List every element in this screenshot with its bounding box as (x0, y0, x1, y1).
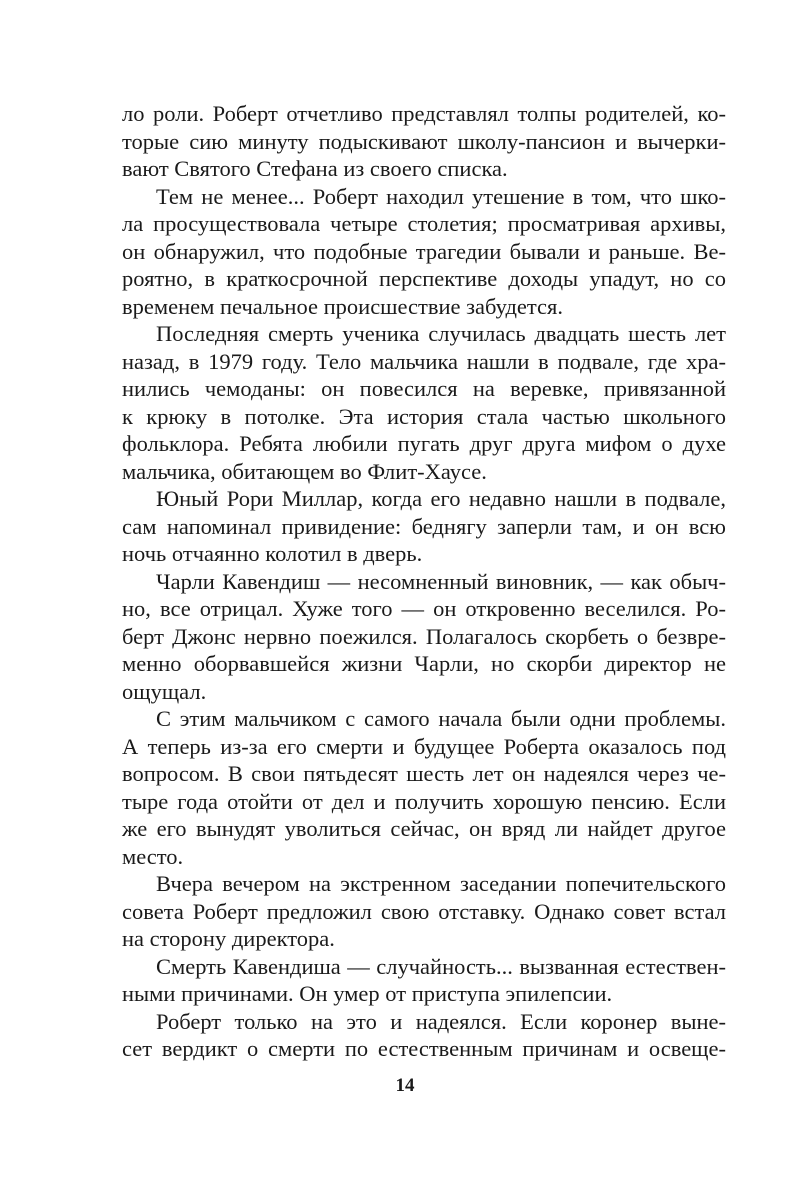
text-line: менно оборвавшейся жизни Чарли, но скорби директор не (122, 651, 726, 676)
text-line: ными причинами. Он умер от приступа эпилепсии. (122, 981, 613, 1006)
text-line: фольклора. Ребята любили пугать друг друга мифом о духе (122, 431, 726, 456)
text-line: торые сию минуту подыскивают школу-пансион и вычерки- (122, 128, 726, 154)
text-line: временем печальное происшествие забудется. (122, 293, 563, 319)
text-line: к крюку в потолке. Эта история стала частью школьного (122, 403, 726, 429)
text-line: совета Роберт предложил свою отставку. Однако совет встал (122, 898, 726, 924)
text-line: Смерть Кавендиша — случайность... вызванная естествен- (156, 953, 726, 979)
body-text (122, 100, 726, 1063)
text-line: тыре года отойти от дел и получить хорошую пенсию. Если (122, 788, 726, 814)
text-line: мальчика, обитающем во Флит-Хаусе. (122, 458, 487, 484)
text-line: сам напоминал привидение: беднягу заперли там, и он всю (122, 513, 726, 539)
page-number: 14 (395, 1075, 415, 1096)
text-line: Юный Рори Миллар, когда его недавно нашли в подвале, (156, 486, 726, 511)
text-line: ло роли. Роберт отчетливо представлял толпы родителей, ко- (122, 101, 726, 126)
text-line: же его вынудят уволиться сейчас, он вряд ли найдет другое (122, 816, 726, 841)
text-line: С этим мальчиком с самого начала были одни проблемы. (156, 706, 726, 731)
text-line: нились чемоданы: он повесился на веревке, привязанной (122, 376, 726, 401)
text-line: Роберт только на это и надеялся. Если коронер выне- (156, 1008, 726, 1034)
text-line: роятно, в краткосрочной перспективе доходы упадут, но со (122, 266, 726, 291)
text-line: ночь отчаянно колотил в дверь. (122, 541, 423, 566)
text-line: назад, в 1979 году. Тело мальчика нашли в подвале, где хра- (122, 348, 726, 374)
text-line: Тем не менее... Роберт находил утешение в том, что шко- (156, 183, 726, 209)
text-line: он обнаружил, что подобные трагедии бывали и раньше. Ве- (122, 238, 726, 264)
text-line: место. (122, 843, 184, 869)
text-line: ощущал. (122, 678, 207, 704)
text-line: Вчера вечером на экстренном заседании попечительского (156, 871, 726, 896)
text-line: А теперь из-за его смерти и будущее Роберта оказалось под (122, 733, 726, 759)
text-line: вопросом. В свои пятьдесят шесть лет он надеялся через че- (122, 761, 726, 786)
text-line: но, все отрицал. Хуже того — он откровенно веселился. Ро- (122, 596, 726, 621)
text-line: Чарли Кавендиш — несомненный виновник, — как обыч- (156, 568, 726, 594)
text-line: ла просуществовала четыре столетия; просматривая архивы, (122, 211, 726, 236)
text-line: сет вердикт о смерти по естественным причинам и освеще- (122, 1036, 726, 1061)
text-line: берт Джонс нервно поежился. Полагалось скорбеть о безвре- (122, 623, 726, 649)
text-line: Последняя смерть ученика случилась двадцать шесть лет (156, 321, 726, 346)
text-line: вают Святого Стефана из своего списка. (122, 156, 508, 181)
text-line: на сторону директора. (122, 926, 335, 951)
